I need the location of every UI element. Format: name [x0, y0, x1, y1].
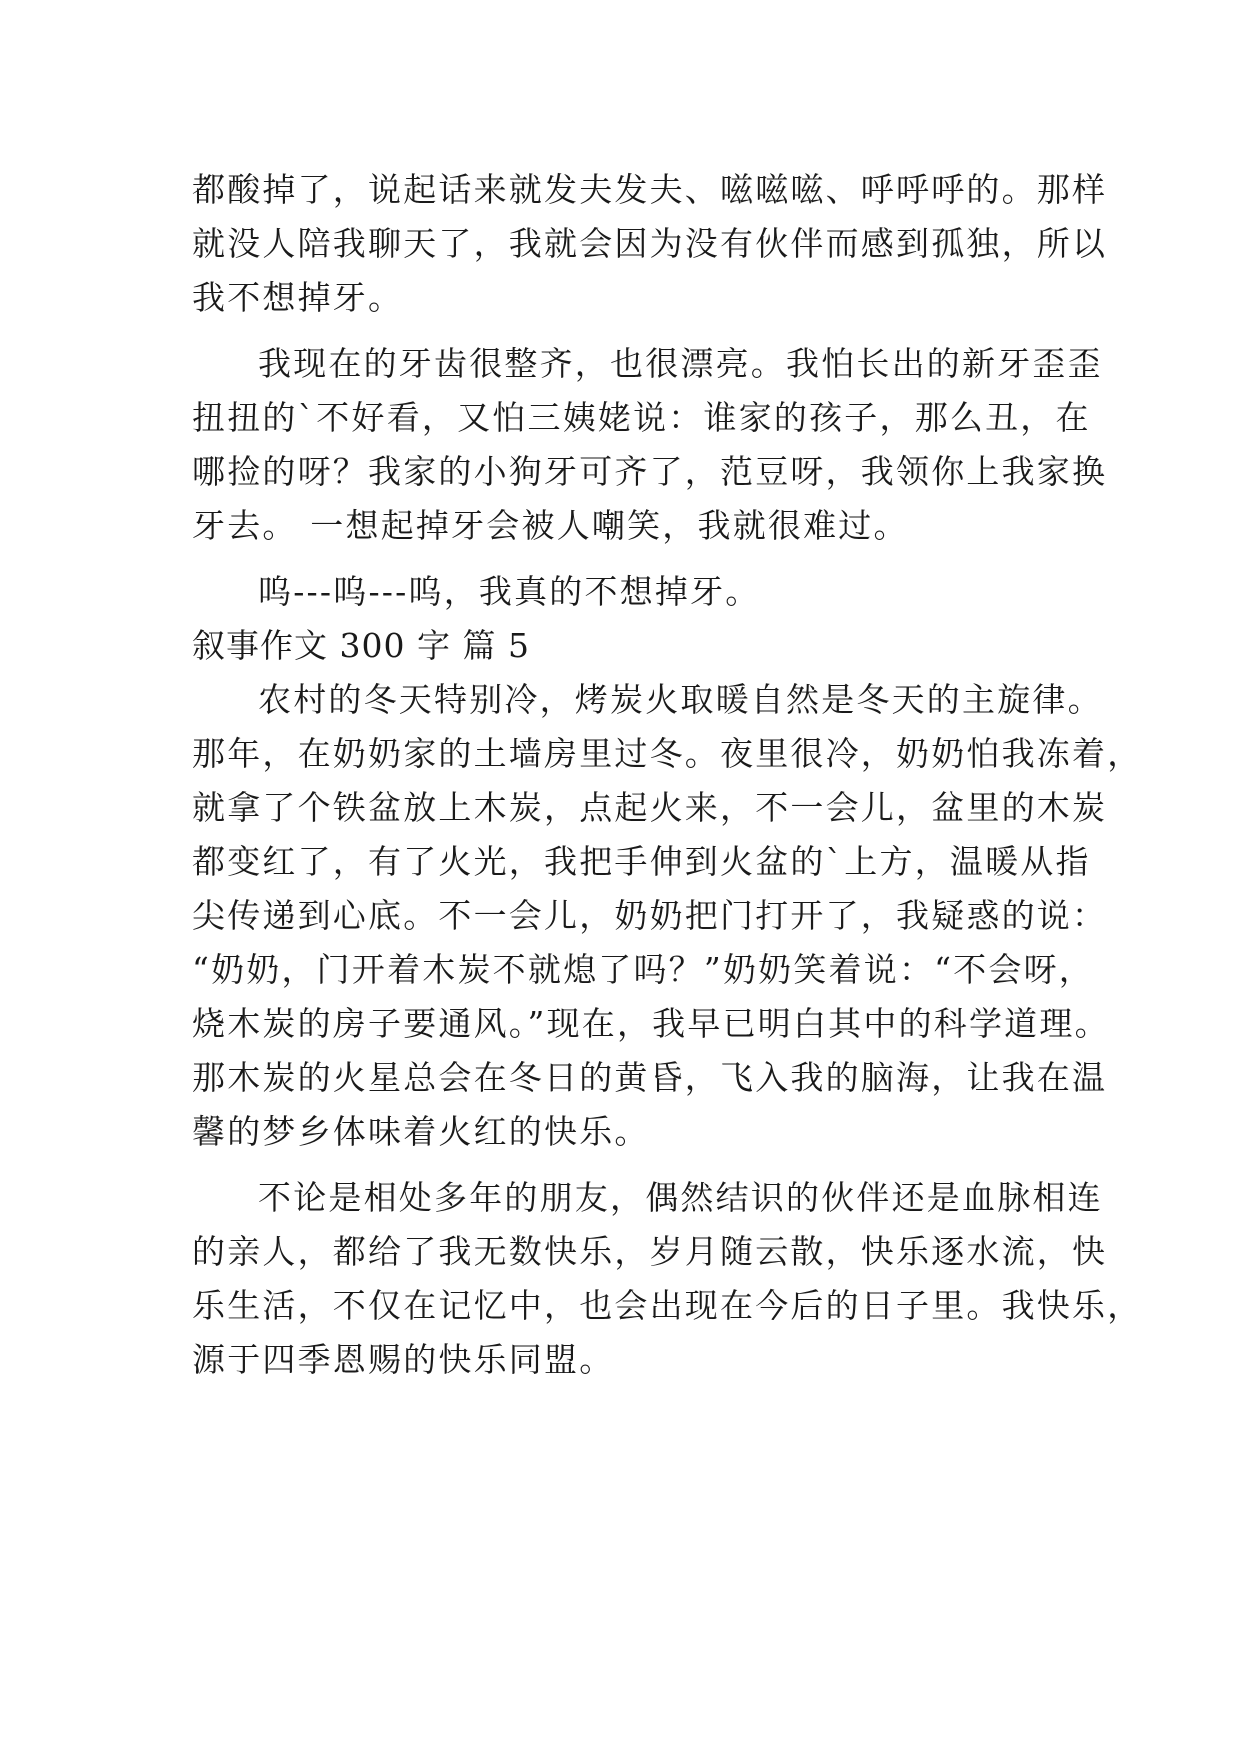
text-line: 尖传递到心底。不一会儿，奶奶把门打开了，我疑惑的说：: [192, 896, 1108, 935]
document-body: [192, 163, 1143, 1387]
text-line: 烧木炭的房子要通风。”现在，我早已明白其中的科学道理。: [192, 1004, 1110, 1043]
text-line: 扭扭的`不好看，又怕三姨姥说：谁家的孩子，那么丑，在: [192, 398, 1091, 437]
text-line: “奶奶，门开着木炭不就熄了吗？”奶奶笑着说：“不会呀，: [192, 950, 1095, 989]
section-heading: [192, 619, 1072, 673]
paragraph: [192, 565, 1072, 619]
text-line: 就拿了个铁盆放上木炭，点起火来，不一会儿，盆里的木炭: [192, 788, 1108, 827]
text-line: 农村的冬天特别冷，烤炭火取暖自然是冬天的主旋律。: [258, 680, 1103, 719]
text-line: 乐生活，不仅在记忆中，也会出现在今后的日子里。我快乐，: [192, 1286, 1143, 1325]
text-line: 那年，在奶奶家的土墙房里过冬。夜里很冷，奶奶怕我冻着，: [192, 734, 1143, 773]
text-line: 都变红了，有了火光，我把手伸到火盆的`上方，温暖从指: [192, 842, 1091, 881]
text-line: 就没人陪我聊天了，我就会因为没有伙伴而感到孤独，所以: [192, 224, 1108, 263]
paragraph: [192, 163, 1108, 325]
text-line: 都酸掉了，说起话来就发夫发夫、嗞嗞嗞、呼呼呼的。那样: [192, 170, 1108, 209]
text-line: 牙去。 一想起掉牙会被人嘲笑，我就很难过。: [192, 506, 909, 545]
text-line: 哪捡的呀？我家的小狗牙可齐了，范豆呀，我领你上我家换: [192, 452, 1108, 491]
text-line: 呜---呜---呜，我真的不想掉牙。: [258, 572, 761, 611]
text-line: 我不想掉牙。: [192, 278, 404, 317]
text-line: 我现在的牙齿很整齐，也很漂亮。我怕长出的新牙歪歪: [258, 344, 1103, 383]
text-line: 源于四季恩赐的快乐同盟。: [192, 1340, 615, 1379]
paragraph: [192, 1171, 1143, 1387]
paragraph: [192, 337, 1108, 553]
paragraph: [192, 673, 1143, 1159]
heading-text: 叙事作文 300 字 篇 5: [192, 626, 530, 665]
text-line: 馨的梦乡体味着火红的快乐。: [192, 1112, 650, 1151]
text-line: 不论是相处多年的朋友，偶然结识的伙伴还是血脉相连: [258, 1178, 1103, 1217]
text-line: 那木炭的火星总会在冬日的黄昏，飞入我的脑海，让我在温: [192, 1058, 1108, 1097]
text-line: 的亲人，都给了我无数快乐，岁月随云散，快乐逐水流，快: [192, 1232, 1108, 1271]
